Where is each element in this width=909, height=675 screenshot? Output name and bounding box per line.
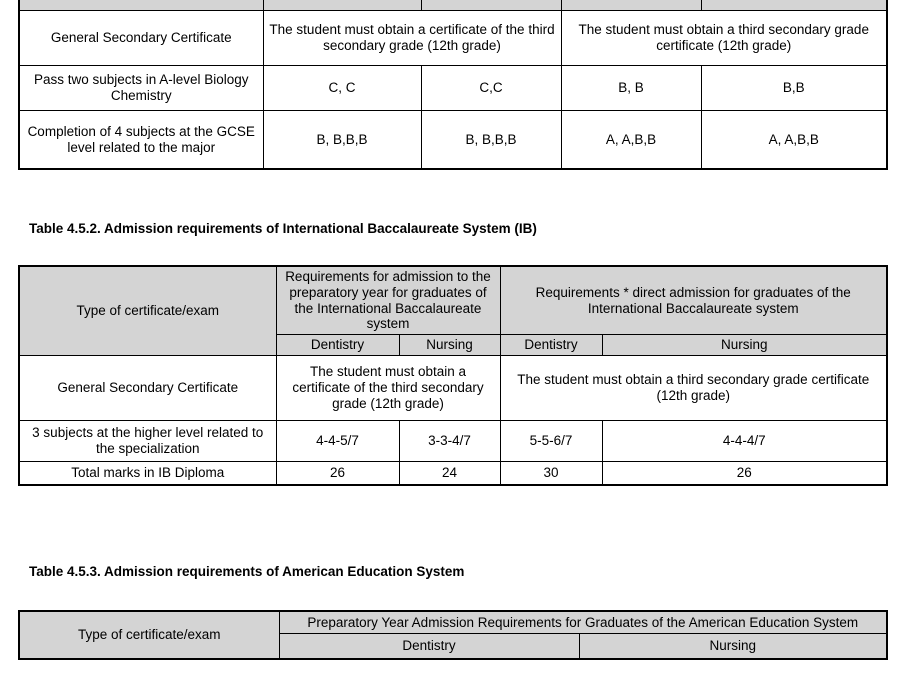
t1-row1-direct-dentistry: B, B <box>561 66 701 111</box>
t2-header-group-direct: Requirements * direct admission for graduates of the International Baccalaureate system <box>500 266 887 335</box>
t2-row0-direct: The student must obtain a third secondary grade certificate (12th grade) <box>500 356 887 421</box>
t3-subheader-nursing: Nursing <box>579 634 887 660</box>
t2-row1-prep-dentistry: 4-4-5/7 <box>276 421 399 462</box>
t2-row2-label: Total marks in IB Diploma <box>19 462 276 486</box>
t2-header-group-prep: Requirements for admission to the preparatory year for graduates of the International Baccalaureate system <box>276 266 500 335</box>
t1-row2-direct-dentistry: A, A,B,B <box>561 111 701 170</box>
t1-subheader-direct-dentistry <box>561 0 701 11</box>
t3-subheader-dentistry: Dentistry <box>279 634 579 660</box>
table-row <box>19 11 887 66</box>
t1-subheader-prep-dentistry <box>263 0 421 11</box>
t2-row2-direct-nursing: 26 <box>602 462 887 486</box>
t1-subheader-direct-nursing <box>701 0 887 11</box>
table-row <box>19 266 887 335</box>
t1-row2-prep-dentistry: B, B,B,B <box>263 111 421 170</box>
t1-row2-label: Completion of 4 subjects at the GCSE level related to the major <box>19 111 263 170</box>
t2-subheader-direct-dentistry: Dentistry <box>500 335 602 356</box>
t2-row2-prep-dentistry: 26 <box>276 462 399 486</box>
table-ib-requirements <box>18 265 888 486</box>
t1-row0-label: General Secondary Certificate <box>19 11 263 66</box>
t2-row0-prep: The student must obtain a certificate of the third secondary grade (12th grade) <box>276 356 500 421</box>
t1-row1-direct-nursing: B,B <box>701 66 887 111</box>
t3-header-type: Type of certificate/exam <box>19 611 279 659</box>
t1-row2-direct-nursing: A, A,B,B <box>701 111 887 170</box>
table-row <box>19 611 887 634</box>
t2-header-type: Type of certificate/exam <box>19 266 276 356</box>
t2-row1-prep-nursing: 3-3-4/7 <box>399 421 500 462</box>
table-452-caption: Table 4.5.2. Admission requirements of International Baccalaureate System (IB) <box>29 221 537 236</box>
t2-subheader-prep-dentistry: Dentistry <box>276 335 399 356</box>
table-row <box>19 111 887 170</box>
table-american-education-requirements <box>18 610 888 660</box>
t2-row1-direct-nursing: 4-4-4/7 <box>602 421 887 462</box>
t1-header-type <box>19 0 263 11</box>
t3-header-group: Preparatory Year Admission Requirements for Graduates of the American Education System <box>279 611 887 634</box>
t2-row1-label: 3 subjects at the higher level related to the specialization <box>19 421 276 462</box>
t2-subheader-direct-nursing: Nursing <box>602 335 887 356</box>
t1-row1-label: Pass two subjects in A-level Biology Chemistry <box>19 66 263 111</box>
table-alevel-gcse-requirements <box>18 0 888 170</box>
t2-row2-direct-dentistry: 30 <box>500 462 602 486</box>
t2-row0-label: General Secondary Certificate <box>19 356 276 421</box>
table-row <box>19 66 887 111</box>
t1-row0-prep: The student must obtain a certificate of the third secondary grade (12th grade) <box>263 11 561 66</box>
t1-row1-prep-dentistry: C, C <box>263 66 421 111</box>
t1-row1-prep-nursing: C,C <box>421 66 561 111</box>
t2-row2-prep-nursing: 24 <box>399 462 500 486</box>
t2-row1-direct-dentistry: 5-5-6/7 <box>500 421 602 462</box>
t1-row2-prep-nursing: B, B,B,B <box>421 111 561 170</box>
t1-row0-direct: The student must obtain a third secondary grade certificate (12th grade) <box>561 11 887 66</box>
table-row <box>19 356 887 421</box>
t2-subheader-prep-nursing: Nursing <box>399 335 500 356</box>
table-row <box>19 421 887 462</box>
table-row <box>19 462 887 486</box>
t1-subheader-prep-nursing <box>421 0 561 11</box>
table-453-caption: Table 4.5.3. Admission requirements of American Education System <box>29 564 465 579</box>
